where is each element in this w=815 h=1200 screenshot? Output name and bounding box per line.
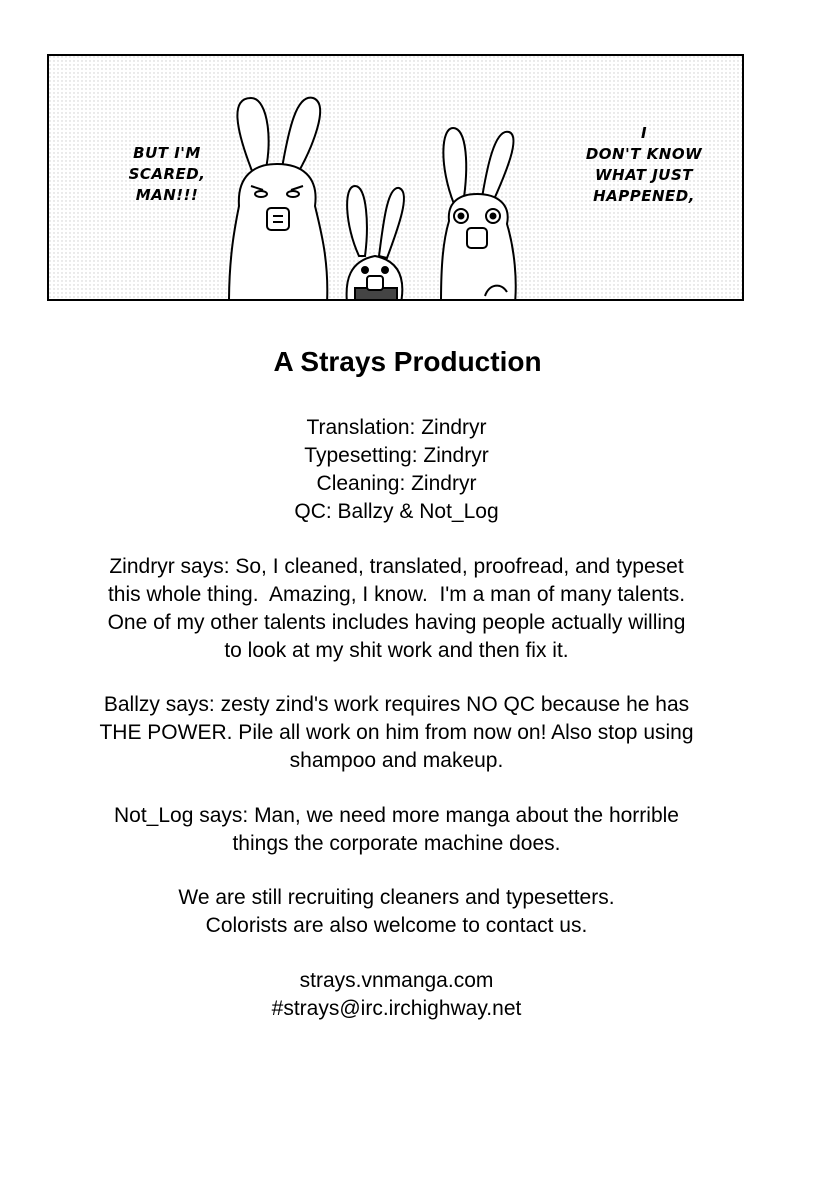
page-title: A Strays Production <box>273 346 542 377</box>
recruitment-note <box>0 884 793 940</box>
note-line: THE POWER. Pile all work on him from now on! Also stop using <box>99 721 694 744</box>
note-line: One of my other talents includes having people actually willing <box>107 611 686 634</box>
credit-line: Cleaning: Zindryr <box>316 472 477 495</box>
ballzy-note <box>0 691 793 775</box>
note-line: Not_Log says: Man, we need more manga about the horrible <box>113 804 679 827</box>
note-line: Zindryr says: So, I cleaned, translated, proofread, and typeset <box>109 555 684 578</box>
note-line: We are still recruiting cleaners and typesetters. <box>178 886 615 909</box>
credit-line: QC: Ballzy & Not_Log <box>294 500 499 523</box>
note-line: this whole thing. Amazing, I know. I'm a man of many talents. <box>107 583 686 606</box>
bubble-left-line: MAN!!! <box>135 186 199 204</box>
manga-panel <box>47 54 744 301</box>
bubble-left-line: BUT I'M <box>133 144 201 162</box>
credit-line: Typesetting: Zindryr <box>304 444 489 467</box>
bubble-right-line: DON'T KNOW <box>585 145 703 163</box>
credit-line: Translation: Zindryr <box>306 416 487 439</box>
speech-bubble-right <box>559 123 729 207</box>
bubble-left-line: SCARED, <box>128 165 206 183</box>
note-line: shampoo and makeup. <box>289 749 504 772</box>
notlog-note <box>0 802 793 858</box>
bubble-right-line: WHAT JUST <box>594 166 694 184</box>
bubble-right-line: I <box>640 124 648 142</box>
speech-bubble-left <box>97 143 237 206</box>
bubble-right-line: HAPPENED, <box>593 187 695 205</box>
zindryr-note <box>0 553 793 665</box>
note-line: Colorists are also welcome to contact us. <box>205 914 588 937</box>
website-link[interactable]: strays.vnmanga.com <box>299 969 494 992</box>
credits-list <box>0 414 793 526</box>
contact-links <box>0 967 793 1023</box>
note-line: things the corporate machine does. <box>232 832 561 855</box>
note-line: Ballzy says: zesty zind's work requires NO QC because he has <box>103 693 690 716</box>
irc-channel-link[interactable]: #strays@irc.irchighway.net <box>271 997 522 1020</box>
note-line: to look at my shit work and then fix it. <box>224 639 569 662</box>
